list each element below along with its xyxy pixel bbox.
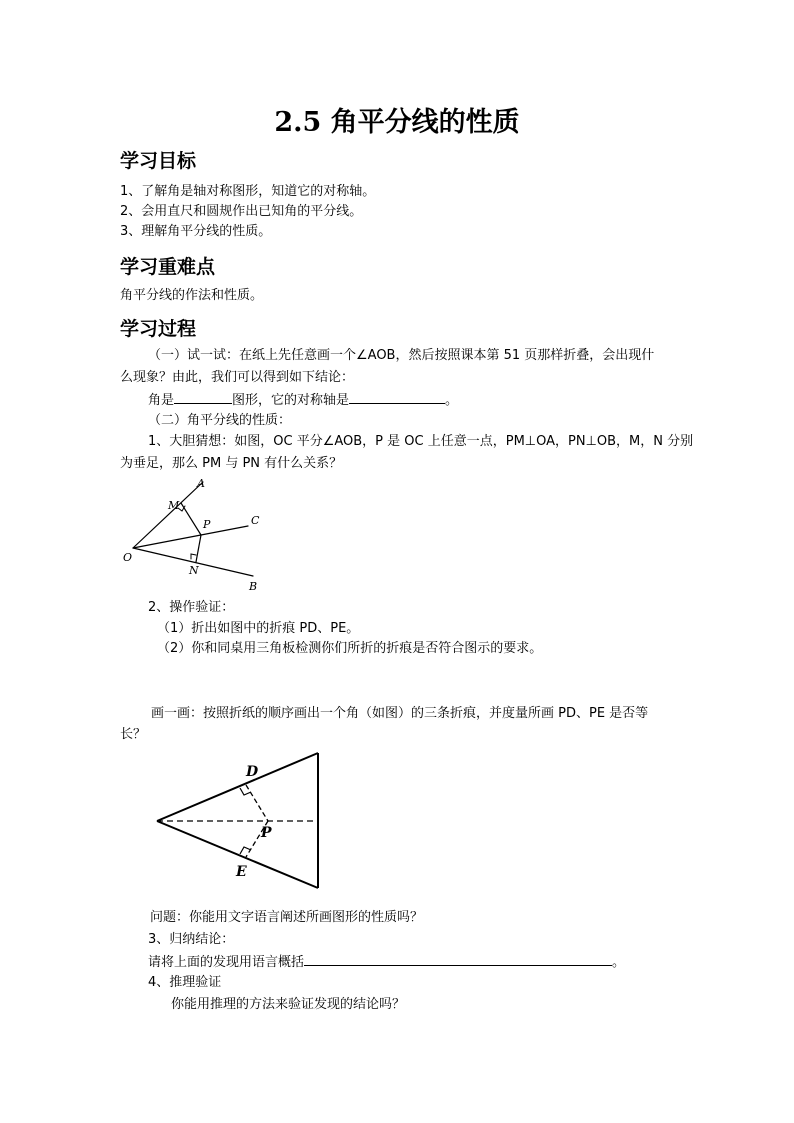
- right-angle-mark-d: [240, 788, 251, 795]
- reasoning-text: 你能用推理的方法来验证发现的结论吗？: [171, 997, 406, 1012]
- key-points-text: 角平分线的作法和性质。: [120, 288, 264, 303]
- part2-heading: （二）角平分线的性质：: [148, 413, 292, 428]
- fill-end: 。: [445, 393, 459, 408]
- draw-line2: 长？: [120, 727, 147, 742]
- blank-shape[interactable]: [174, 390, 232, 404]
- fill-in-sentence: [148, 390, 458, 410]
- conclusion-prefix: 请将上面的发现用语言概括: [148, 955, 305, 970]
- label-o: O: [123, 551, 133, 564]
- label-n: N: [189, 564, 199, 577]
- label-b: B: [249, 580, 258, 593]
- objective-item-2: 2、会用直尺和圆规作出已知角的平分线。: [120, 204, 363, 219]
- question-text: 问题：你能用文字语言阐述所画图形的性质吗？: [150, 910, 424, 925]
- right-angle-mark-n: [191, 554, 196, 559]
- figure-fold-creases: [150, 745, 330, 895]
- conclusion-heading: 3、归纳结论：: [148, 932, 235, 947]
- guess-line1: 1、大胆猜想：如图，OC 平分∠AOB，P 是 OC 上任意一点，PM⊥OA，PN⊥OB，M，N 分别: [148, 434, 694, 449]
- conclusion-sentence: [148, 952, 625, 972]
- verify-heading: 2、操作验证：: [148, 600, 235, 615]
- verify-item-2: （2）你和同桌用三角板检测你们所折的折痕是否符合图示的要求。: [157, 641, 543, 656]
- figure-angle-bisector: [115, 470, 275, 595]
- label-p: P: [203, 518, 211, 531]
- label-d: D: [246, 764, 259, 780]
- key-points-heading: 学习重难点: [120, 256, 216, 278]
- fill-middle: 图形，它的对称轴是: [232, 393, 350, 408]
- label-p2: P: [261, 825, 272, 841]
- objective-item-1: 1、了解角是轴对称图形，知道它的对称轴。: [120, 184, 376, 199]
- blank-conclusion[interactable]: [304, 952, 612, 966]
- label-e: E: [236, 864, 247, 880]
- side-upper: [157, 753, 318, 821]
- fill-prefix: 角是: [148, 393, 175, 408]
- ray-oa: [133, 482, 203, 548]
- conclusion-end: 。: [612, 955, 626, 970]
- reasoning-heading: 4、推理验证: [148, 975, 222, 990]
- part1-line2: 么现象？由此，我们可以得到如下结论：: [120, 370, 355, 385]
- objectives-heading: 学习目标: [120, 150, 197, 172]
- segment-pn: [196, 535, 201, 562]
- label-m: M: [168, 499, 180, 512]
- label-a: A: [197, 477, 205, 490]
- label-c: C: [251, 514, 260, 527]
- objective-item-3: 3、理解角平分线的性质。: [120, 224, 272, 239]
- ray-oc: [133, 526, 248, 548]
- process-heading: 学习过程: [120, 318, 197, 340]
- blank-axis[interactable]: [349, 390, 445, 404]
- draw-line1: 画一画：按照折纸的顺序画出一个角（如图）的三条折痕，并度量所画 PD、PE 是否等: [151, 706, 649, 721]
- verify-item-1: （1）折出如图中的折痕 PD、PE。: [157, 621, 360, 636]
- part1-line1: （一）试一试：在纸上先任意画一个∠AOB，然后按照课本第 51 页那样折叠，会出现什: [148, 348, 655, 363]
- guess-line2: 为垂足，那么 PM 与 PN 有什么关系？: [120, 456, 343, 471]
- page-title: 2.5 角平分线的性质: [274, 107, 520, 138]
- crease-pd: [246, 785, 268, 821]
